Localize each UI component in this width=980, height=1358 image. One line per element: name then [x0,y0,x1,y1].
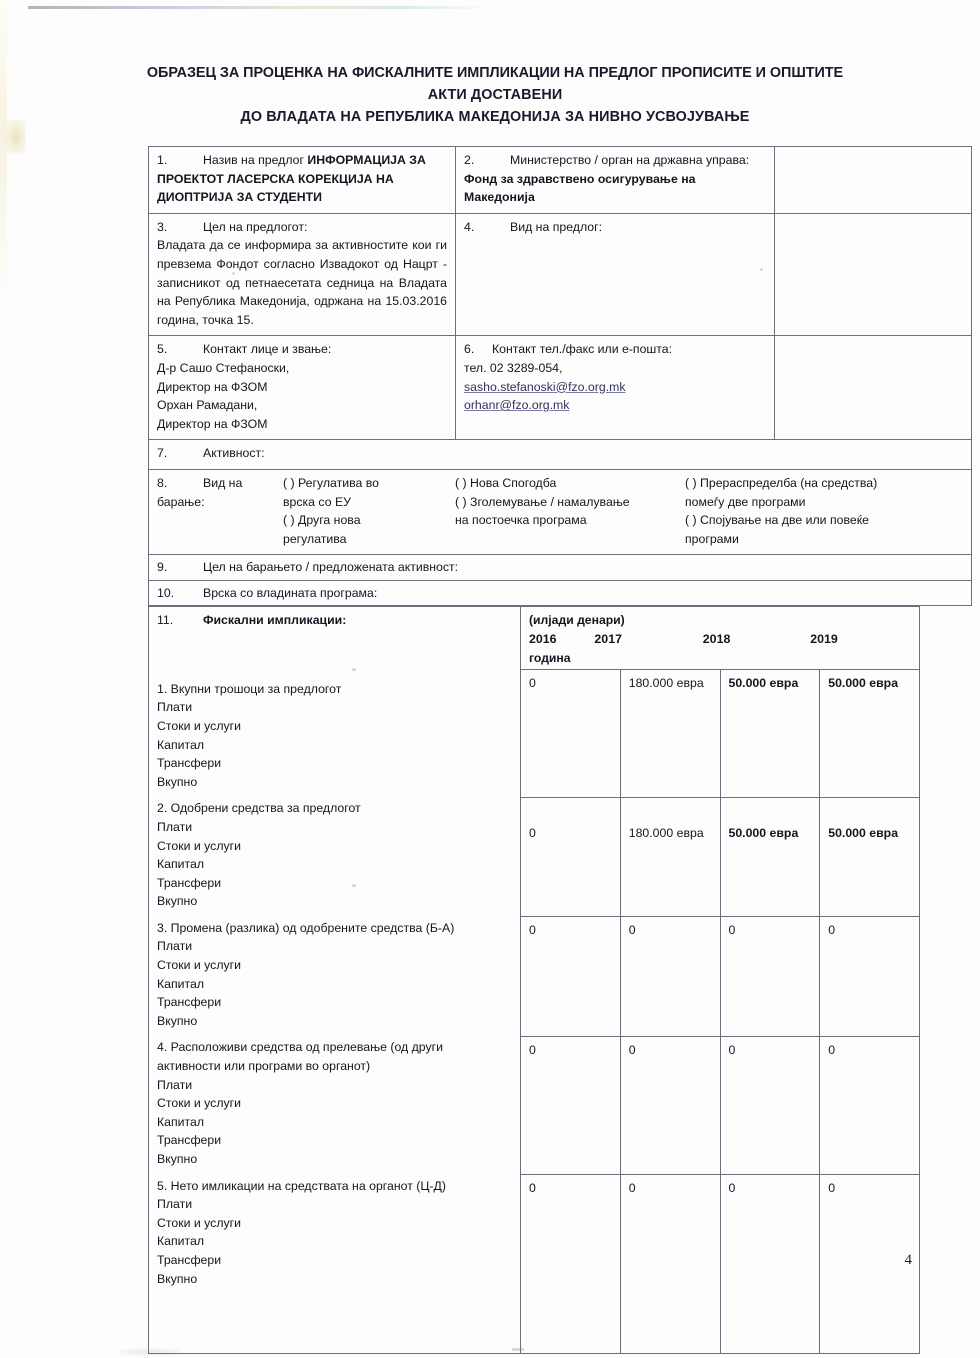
fiscal-subitem-transferi: Трансфери [157,1252,222,1267]
fiscal-subitem-plati: Плати [157,1077,193,1092]
field-8-option-6-cont: програми [685,531,739,546]
table-row-5-6 [149,336,972,440]
fiscal-row-3-value-2016: 0 [521,917,621,1037]
page-number: 4 [904,1252,912,1268]
fiscal-subitem-kapital: Капитал [157,976,205,991]
fiscal-row-1-label [149,670,521,798]
fiscal-subitem-stoki: Стоки и услуги [157,838,242,853]
fiscal-row [149,670,920,798]
fiscal-header-row [149,607,920,670]
cell-field-10 [149,580,972,606]
field-2-value: Фонд за здравствено осигурување на Македонија [464,171,696,205]
page-title-line-2: АКТИ ДОСТАВЕНИ [427,87,563,103]
fiscal-row-1-value-2018: 50.000 евра [720,670,820,798]
page-title-line-1: ОБРАЗЕЦ ЗА ПРОЦЕНКА НА ФИСКАЛНИТЕ ИМПЛИКАЦИИ НА ПРЕДЛОГ ПРОПИСИТЕ И ОПШТИТЕ [146,65,844,81]
field-8-option-1-cont: врска со ЕУ [283,494,351,509]
fiscal-row-2-value-2019: 50.000 евра [820,797,920,917]
fiscal-row-5-value-2019: 0 [820,1175,920,1354]
fiscal-row-1-value-2017: 180.000 евра [620,670,720,798]
fiscal-subitem-stoki: Стоки и услуги [157,958,242,973]
field-8-option-4-cont: на постоечка програма [455,513,587,528]
fiscal-assessment-form [148,146,920,1354]
page-title [100,62,890,128]
field-3-value: Владата да се информира за активностите кои ги превзема Фондот согласно Извадокот од Нацрт - записникот од петнаесетата седница на Владата на Република Македонија, одржана на 15.03.2016 година, точка 15. [157,238,447,327]
fiscal-row-5-value-2018: 0 [720,1175,820,1354]
field-8-option-group-2 [455,474,685,530]
fiscal-row-3-title: 3. Промена (разлика) од одобрените средства (Б-А) [157,920,455,935]
fiscal-year-sublabel: година [529,650,571,665]
field-4-label: Вид на предлог: [510,219,603,234]
field-10-label: Врска со владината програма: [203,585,378,600]
fiscal-subitem-transferi: Трансфери [157,756,222,771]
field-9-number: 9. [157,560,168,575]
table-row-8 [149,469,972,554]
field-8-option-5[interactable]: ( ) Прераспределба (на средства) [685,475,878,490]
cell-field-7 [149,440,972,470]
fiscal-subitem-plati: Плати [157,819,193,834]
field-8-option-2[interactable]: ( ) Друга нова [283,513,361,528]
field-8-option-group-3 [685,474,963,548]
fiscal-row [149,917,920,1037]
fiscal-subitem-plati: Плати [157,700,193,715]
fiscal-subitem-vkupno: Вкупно [157,894,198,909]
field-7-number: 7. [157,446,168,461]
fiscal-row [149,797,920,917]
fiscal-year-2017: 2017 [594,632,622,647]
field-8-option-5-cont: помеѓу две програми [685,494,806,509]
table-row-9 [149,555,972,581]
fiscal-subitems [157,1195,512,1288]
fiscal-row-5-value-2016: 0 [521,1175,621,1354]
cell-field-1 [149,147,456,214]
fiscal-year-2016: 2016 [529,632,557,647]
field-5-line-2: Директор на ФЗОМ [157,379,268,394]
table-row-1-2 [149,147,972,214]
field-8-number: 8. [157,475,168,490]
field-2-number: 2. [464,153,475,167]
field-5-line-4: Директор на ФЗОМ [157,416,268,431]
fiscal-subitem-kapital: Капитал [157,737,205,752]
fiscal-row-4-value-2018: 0 [720,1036,820,1174]
field-6-email-2[interactable]: orhanr@fzo.org.mk [464,398,570,413]
field-10-number: 10. [157,585,175,600]
field-8-option-6[interactable]: ( ) Спојување на две или повеќе [685,513,869,528]
fiscal-row-2-label [149,797,521,917]
field-8-label-line-2: барање: [157,494,205,509]
fiscal-row-4-label [149,1036,521,1174]
cell-field-2 [456,147,775,214]
fiscal-row-1-value-2019: 50.000 евра [820,670,920,798]
cell-field-2-extra [775,147,972,214]
scan-edge-top [28,6,498,9]
field-5-number: 5. [157,342,168,357]
field-8-option-3[interactable]: ( ) Нова Спогодба [455,475,557,490]
field-5-line-3: Орхан Рамадани, [157,398,258,413]
field-8-label-block [157,474,283,511]
field-4-number: 4. [464,219,475,234]
fiscal-subitem-stoki: Стоки и услуги [157,718,242,733]
fiscal-subitem-kapital: Капитал [157,1114,205,1129]
cell-field-5 [149,336,456,440]
field-11-label: Фискални импликации: [203,613,347,628]
field-6-number: 6. [464,342,475,357]
fiscal-row-4-title: 4. Расположиви средства од прелевање (од други активности или програми во органот) [157,1040,443,1074]
fiscal-row-2-value-2018: 50.000 евра [720,797,820,917]
field-9-label: Цел на барањето / предложената активност: [203,560,459,575]
fiscal-subitems [157,937,512,1030]
cell-field-11 [149,607,521,670]
fiscal-row-5-label [149,1175,521,1354]
fiscal-subitem-vkupno: Вкупно [157,1271,198,1286]
fiscal-row-5-title: 5. Нето имликации на средствата на органот (Ц-Д) [157,1178,446,1193]
form-table [148,146,972,606]
table-row-3-4 [149,213,972,336]
cell-field-6 [456,336,775,440]
fiscal-row-2-value-2016: 0 [521,797,621,917]
fiscal-row [149,1175,920,1354]
field-8-option-group-1 [283,474,455,548]
fiscal-row-2-title: 2. Одобрени средства за предлогот [157,801,361,816]
field-8-option-1[interactable]: ( ) Регулатива во [283,475,380,490]
fiscal-row-3-value-2018: 0 [720,917,820,1037]
field-2-label: Министерство / орган на државна управа: [510,153,750,167]
fiscal-subitem-vkupno: Вкупно [157,1152,198,1166]
field-1-number: 1. [157,153,168,167]
fiscal-year-2018: 2018 [702,632,731,647]
fiscal-year-header [521,607,920,670]
fiscal-row [149,1036,920,1174]
fiscal-subitem-transferi: Трансфери [157,995,222,1010]
fiscal-implications-table [148,606,920,1353]
scan-edge-left [0,0,7,1358]
fiscal-row-5-value-2017: 0 [620,1175,720,1354]
field-8-option-2-cont: регулатива [283,531,347,546]
fiscal-row-4-value-2016: 0 [521,1036,621,1174]
table-row-7 [149,440,972,470]
fiscal-subitem-stoki: Стоки и услуги [157,1096,242,1111]
cell-field-6-extra [775,336,972,440]
fiscal-row-2-value-2017: 180.000 евра [620,797,720,917]
field-1-label: Назив на предлог [203,153,304,167]
field-7-label: Активност: [203,446,265,461]
field-3-number: 3. [157,219,168,234]
fiscal-row-3-value-2019: 0 [820,917,920,1037]
field-5-label: Контакт лице и звање: [203,342,332,357]
fiscal-row-4-value-2017: 0 [620,1036,720,1174]
cell-field-8 [149,469,972,554]
page-title-line-3: ДО ВЛАДАТА НА РЕПУБЛИКА МАКЕДОНИЈА ЗА НИВНО УСВОЈУВАЊЕ [240,109,750,125]
cell-field-4-extra [775,213,972,336]
cell-field-4 [456,213,775,336]
cell-field-3 [149,213,456,336]
fiscal-subitem-plati: Плати [157,1197,193,1212]
fiscal-year-2019: 2019 [810,632,838,647]
fiscal-row-3-value-2017: 0 [620,917,720,1037]
field-8-option-4[interactable]: ( ) Зголемување / намалување [455,494,630,509]
field-3-label: Цел на предлогот: [203,219,308,234]
fiscal-subitems [157,698,512,791]
fiscal-subitem-kapital: Капитал [157,857,205,872]
fiscal-subitems [157,1076,512,1169]
field-1-value: ИНФОРМАЦИЈА ЗА ПРОЕКТОТ ЛАСЕРСКА КОРЕКЦИЈА НА ДИОПТРИЈА ЗА СТУДЕНТИ [157,153,426,205]
fiscal-row-3-label [149,917,521,1037]
fiscal-row-1-value-2016: 0 [521,670,621,798]
field-6-email-1[interactable]: sasho.stefanoski@fzo.org.mk [464,379,626,394]
field-6-label: Контакт тел./факс или е-пошта: [492,342,673,357]
cell-field-9 [149,555,972,581]
field-11-number: 11. [157,613,174,628]
fiscal-subitem-stoki: Стоки и услуги [157,1215,242,1230]
field-6-phone: тел. 02 3289-054, [464,360,563,375]
fiscal-units-label: (илјади денари) [529,613,625,628]
fiscal-year-row [529,630,913,649]
fiscal-subitems [157,818,512,911]
fiscal-row-1-title: 1. Вкупни трошоци за предлогот [157,681,342,696]
scan-smudge [6,120,26,154]
field-8-label-line-1: Вид на [203,475,243,490]
field-5-line-1: Д-р Сашо Стефаноски, [157,360,290,375]
fiscal-subitem-vkupno: Вкупно [157,774,198,789]
fiscal-subitem-kapital: Капитал [157,1234,205,1249]
table-row-10 [149,580,972,606]
fiscal-subitem-transferi: Трансфери [157,875,222,890]
fiscal-subitem-transferi: Трансфери [157,1133,222,1148]
fiscal-subitem-vkupno: Вкупно [157,1013,198,1028]
fiscal-row-4-value-2019: 0 [820,1036,920,1174]
fiscal-subitem-plati: Плати [157,939,193,954]
